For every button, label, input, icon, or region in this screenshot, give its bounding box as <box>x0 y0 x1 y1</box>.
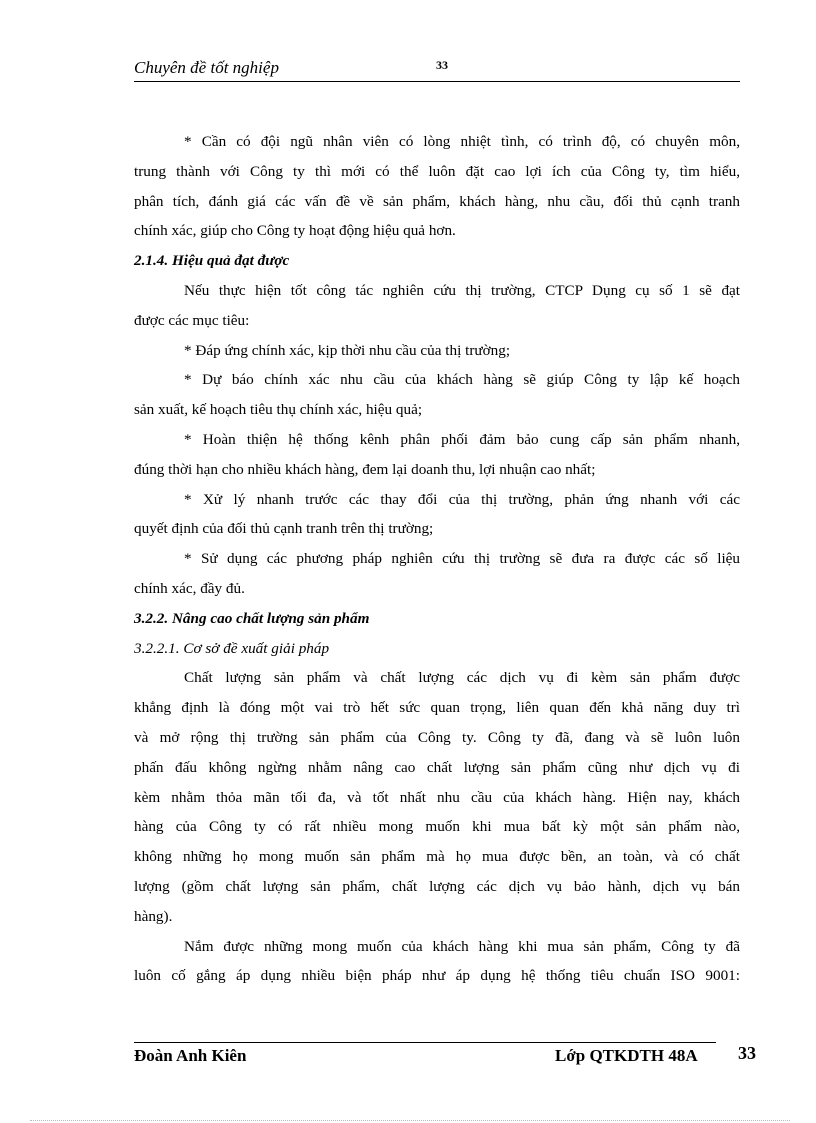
text-line: phấn đấu không ngừng nhằm nâng cao chất lượng sản phẩm cũng như dịch vụ đi <box>134 758 740 776</box>
text-line: * Sử dụng các phương pháp nghiên cứu thị trường sẽ đưa ra được các số liệu <box>184 550 740 568</box>
subsection-heading: 3.2.2.1. Cơ sở đề xuất giải pháp <box>134 639 330 657</box>
text-line: khẳng định là đóng một vai trò hết sức quan trọng, liên quan đến khả năng duy trì <box>134 699 740 717</box>
section-heading: 2.1.4. Hiệu quả đạt được <box>134 252 290 270</box>
footer-class: Lớp QTKDTH 48A <box>555 1046 698 1065</box>
page-bottom-divider <box>30 1120 790 1121</box>
header-title: Chuyên đề tốt nghiệp <box>134 58 279 77</box>
text-line: kèm nhằm thỏa mãn tối đa, và tốt nhất nhu cầu của khách hàng. Hiện nay, khách <box>134 788 740 806</box>
text-line: hàng). <box>134 907 173 925</box>
text-line: * Đáp ứng chính xác, kịp thời nhu cầu của thị trường; <box>184 341 511 359</box>
text-line: không những họ mong muốn sản phẩm mà họ mua được bền, an toàn, và có chất <box>134 848 740 866</box>
text-line: lượng (gồm chất lượng sản phẩm, chất lượng các dịch vụ bảo hành, dịch vụ bán <box>134 878 740 895</box>
text-line: * Xử lý nhanh trước các thay đổi của thị trường, phản ứng nhanh với các <box>184 490 740 508</box>
text-line: đúng thời hạn cho nhiều khách hàng, đem lại doanh thu, lợi nhuận cao nhất; <box>134 460 596 478</box>
text-line: hàng của Công ty có rất nhiều mong muốn khi mua bất kỳ một sản phẩm nào, <box>134 818 740 836</box>
text-line: * Hoàn thiện hệ thống kênh phân phối đảm bảo cung cấp sản phẩm nhanh, <box>184 431 740 448</box>
text-line: sản xuất, kế hoạch tiêu thụ chính xác, hiệu quả; <box>134 401 423 419</box>
text-line: chính xác, giúp cho Công ty hoạt động hiệu quả hơn. <box>134 222 456 240</box>
text-line: * Dự báo chính xác nhu cầu của khách hàng sẽ giúp Công ty lập kế hoạch <box>184 371 740 389</box>
text-line: Nắm được những mong muốn của khách hàng khi mua sản phẩm, Công ty đã <box>184 937 740 955</box>
section-heading: 3.2.2. Nâng cao chất lượng sản phẩm <box>134 609 370 627</box>
footer-author: Đoàn Anh Kiên <box>134 1046 247 1065</box>
footer-divider <box>134 1042 716 1043</box>
text-line: Chất lượng sản phẩm và chất lượng các dịch vụ đi kèm sản phẩm được <box>184 669 740 687</box>
header-divider <box>134 81 740 82</box>
text-line: luôn cố gắng áp dụng nhiều biện pháp như áp dụng hệ thống tiêu chuẩn ISO 9001: <box>134 967 740 985</box>
text-line: Nếu thực hiện tốt công tác nghiên cứu thị trường, CTCP Dụng cụ số 1 sẽ đạt <box>184 282 740 299</box>
footer-page-number: 33 <box>738 1043 756 1063</box>
text-line: được các mục tiêu: <box>134 311 250 329</box>
text-line: và mở rộng thị trường sản phẩm của Công ty. Công ty đã, đang và sẽ luôn luôn <box>134 729 740 746</box>
header-page-number: 33 <box>436 58 448 72</box>
text-line: chính xác, đầy đủ. <box>134 580 245 597</box>
text-line: phân tích, đánh giá các vấn đề về sản phẩm, khách hàng, nhu cầu, đối thủ cạnh tranh <box>134 192 740 210</box>
text-line: * Cần có đội ngũ nhân viên có lòng nhiệt tình, có trình độ, có chuyên môn, <box>184 133 740 150</box>
text-line: quyết định của đối thủ cạnh tranh trên thị trường; <box>134 520 434 538</box>
text-line: trung thành với Công ty thì mới có thể luôn đặt cao lợi ích của Công ty, tìm hiểu, <box>134 162 740 180</box>
